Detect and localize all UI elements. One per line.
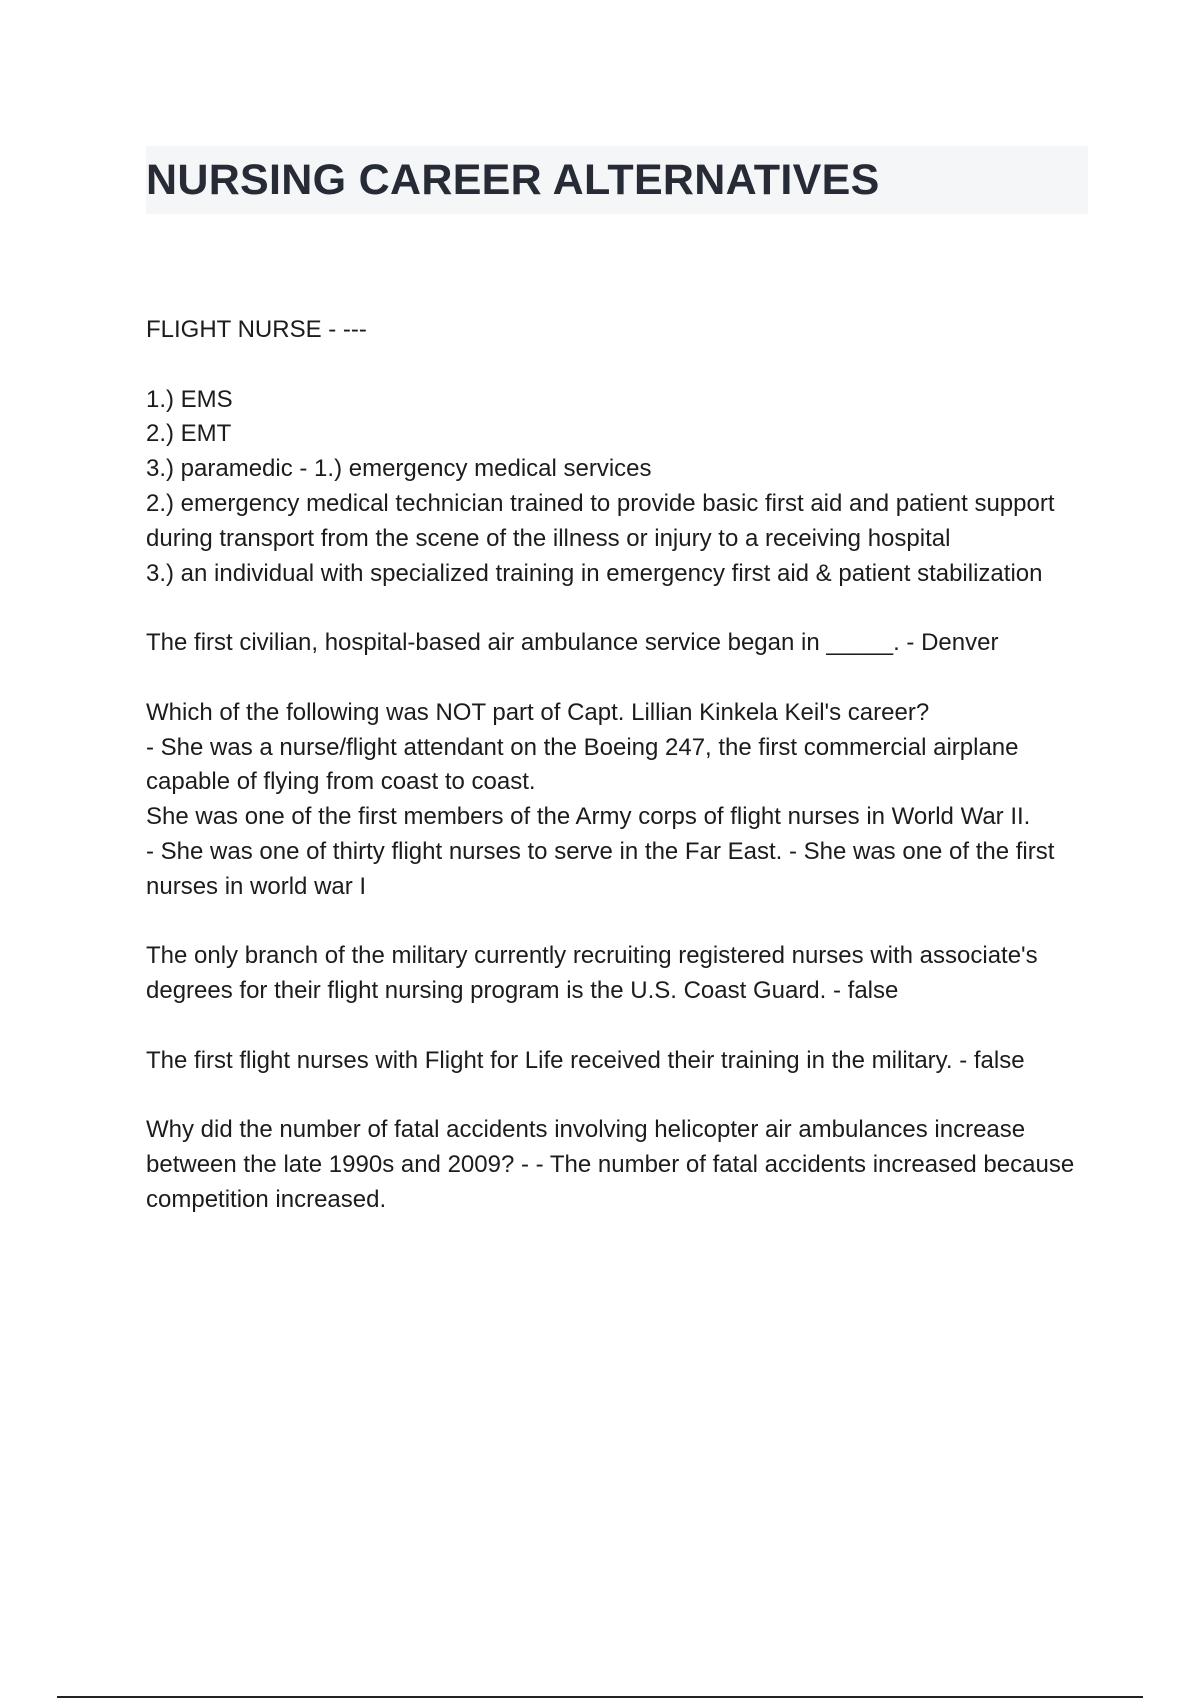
paragraph-air-ambulance: The first civilian, hospital-based air ambulance service began in _____. - Denver [146, 629, 999, 657]
paragraph-flight-for-life: The first flight nurses with Flight for Life received their training in the military. - false [146, 1046, 1025, 1074]
paragraph-spacer [146, 348, 1096, 383]
paragraph-spacer [146, 1079, 1096, 1114]
paragraph-flight-nurse: FLIGHT NURSE - --- [146, 316, 367, 343]
paragraph-ems-emt-paramedic: 1.) EMS 2.) EMT 3.) paramedic - 1.) emergency medical services 2.) emergency medical technician trained to provide basic first aid and patient support during transport from the scene of the illness or injury to a receiving hospital 3.) an individual with specialized training in emergency first aid & patient stabilization [146, 385, 1055, 587]
paragraph-spacer [146, 1009, 1096, 1044]
paragraph-spacer [146, 591, 1096, 626]
title-banner [146, 146, 1088, 214]
page-title: NURSING CAREER ALTERNATIVES [146, 156, 880, 204]
paragraph-spacer [146, 661, 1096, 696]
paragraph-lillian-keil: Which of the following was NOT part of Capt. Lillian Kinkela Keil's career? - She was a nurse/flight attendant on the Boeing 247, the first commercial airplane capable of flying from coast to coast. She was one of the first members of the Army corps of flight nurses in World War II. - She was one of thirty flight nurses to serve in the Far East. - She was one of the first nurses in world war I [146, 698, 1055, 900]
paragraph-spacer [146, 905, 1096, 940]
paragraph-fatal-accidents: Why did the number of fatal accidents involving helicopter air ambulances increase between the late 1990s and 2009? - - The number of fatal accidents increased because competition increased. [146, 1116, 1075, 1213]
document-body [146, 313, 1096, 1218]
footer-divider [57, 1696, 1143, 1698]
paragraph-coast-guard: The only branch of the military currently recruiting registered nurses with associate's degrees for their flight nursing program is the U.S. Coast Guard. - false [146, 942, 1038, 1005]
